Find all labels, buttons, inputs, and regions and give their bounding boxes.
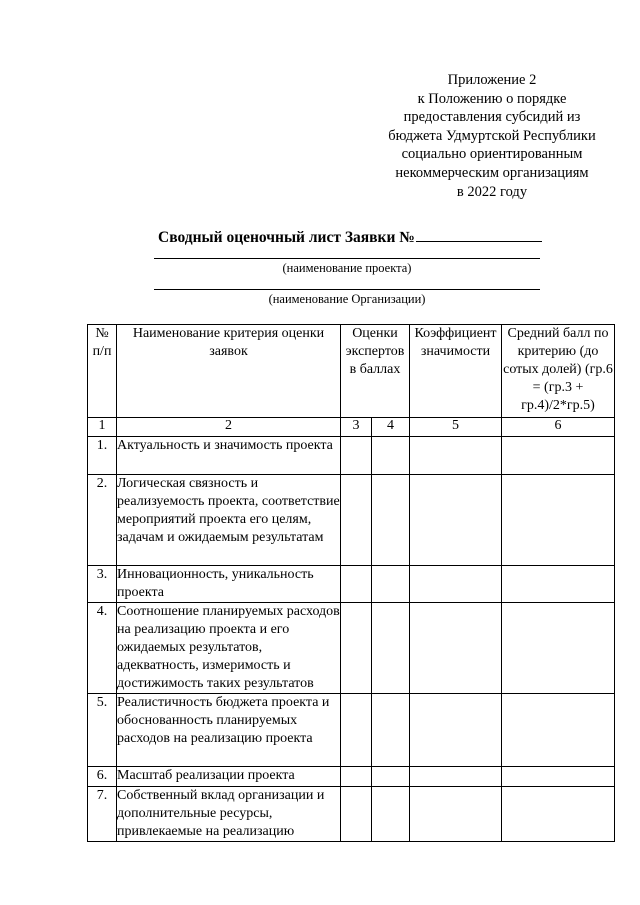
expert-score-cell <box>341 694 372 767</box>
average-score-cell <box>502 694 615 767</box>
coefficient-cell <box>410 787 502 842</box>
row-number: 6. <box>88 767 117 787</box>
appendix-line: бюджета Удмуртской Республики <box>388 127 596 144</box>
table-row <box>88 603 615 694</box>
expert-score-cell <box>341 566 372 603</box>
table-row <box>88 566 615 603</box>
appendix-line: к Положению о порядке <box>417 90 567 107</box>
table-header-row <box>88 325 615 418</box>
expert-score-cell <box>341 603 372 694</box>
coefficient-cell <box>410 475 502 566</box>
header-expert-scores: Оценки экспертов в баллах <box>341 325 410 418</box>
expert-score-cell <box>341 787 372 842</box>
appendix-line: социально ориентированным <box>401 146 583 163</box>
header-criterion: Наименование критерия оценки заявок <box>117 325 341 418</box>
appendix-line: предоставления субсидий из <box>403 109 581 126</box>
average-score-cell <box>502 437 615 475</box>
document-title <box>158 227 558 247</box>
expert-score-cell <box>372 767 410 787</box>
col-number: 6 <box>502 418 615 437</box>
expert-score-cell <box>341 767 372 787</box>
row-number: 5. <box>88 694 117 767</box>
coefficient-cell <box>410 566 502 603</box>
average-score-cell <box>502 767 615 787</box>
col-number: 4 <box>372 418 410 437</box>
criterion-name: Актуальность и значимость проекта <box>117 437 341 475</box>
expert-score-cell <box>372 566 410 603</box>
col-number: 1 <box>88 418 117 437</box>
criterion-name: Логическая связность и реализуемость проекта, соответствие мероприятий проекта его целям, задачам и ожидаемым результатам <box>117 475 341 566</box>
appendix-line: в 2022 году <box>456 183 528 200</box>
criterion-name: Масштаб реализации проекта <box>117 767 341 787</box>
average-score-cell <box>502 603 615 694</box>
appendix-header <box>372 71 612 201</box>
criteria-table <box>87 324 615 842</box>
coefficient-cell <box>410 437 502 475</box>
average-score-cell <box>502 787 615 842</box>
table-row <box>88 475 615 566</box>
header-num: № п/п <box>88 325 117 418</box>
coefficient-cell <box>410 767 502 787</box>
col-number: 5 <box>410 418 502 437</box>
expert-score-cell <box>372 437 410 475</box>
expert-score-cell <box>372 603 410 694</box>
header-average-score: Средний балл по критерию (до сотых долей) (гр.6 = (гр.3 + гр.4)/2*гр.5) <box>502 325 615 418</box>
expert-score-cell <box>372 694 410 767</box>
row-number: 7. <box>88 787 117 842</box>
table-row <box>88 437 615 475</box>
header-coefficient: Коэффициент значимости <box>410 325 502 418</box>
expert-score-cell <box>372 475 410 566</box>
application-number-blank <box>416 227 542 242</box>
table-row <box>88 787 615 842</box>
expert-score-cell <box>341 475 372 566</box>
col-number: 3 <box>341 418 372 437</box>
table-row <box>88 694 615 767</box>
coefficient-cell <box>410 694 502 767</box>
coefficient-cell <box>410 603 502 694</box>
row-number: 4. <box>88 603 117 694</box>
organization-name-line <box>154 289 540 290</box>
expert-score-cell <box>341 437 372 475</box>
table-row <box>88 767 615 787</box>
organization-name-caption: (наименование Организации) <box>268 292 426 306</box>
criterion-name: Собственный вклад организации и дополнительные ресурсы, привлекаемые на реализацию <box>117 787 341 842</box>
average-score-cell <box>502 475 615 566</box>
appendix-line: Приложение 2 <box>447 72 537 88</box>
criterion-name: Соотношение планируемых расходов на реализацию проекта и его ожидаемых результатов, адекватность, измеримость и достижимость таких результатов <box>117 603 341 694</box>
row-number: 2. <box>88 475 117 566</box>
title-text: Сводный оценочный лист Заявки № <box>158 229 415 246</box>
project-name-line <box>154 258 540 259</box>
col-number: 2 <box>117 418 341 437</box>
expert-score-cell <box>372 787 410 842</box>
criterion-name: Реалистичность бюджета проекта и обоснованность планируемых расходов на реализацию проекта <box>117 694 341 767</box>
average-score-cell <box>502 566 615 603</box>
row-number: 1. <box>88 437 117 475</box>
project-name-caption: (наименование проекта) <box>282 261 412 275</box>
appendix-line: некоммерческим организациям <box>395 164 589 181</box>
row-number: 3. <box>88 566 117 603</box>
criterion-name: Инновационность, уникальность проекта <box>117 566 341 603</box>
column-number-row <box>88 418 615 437</box>
